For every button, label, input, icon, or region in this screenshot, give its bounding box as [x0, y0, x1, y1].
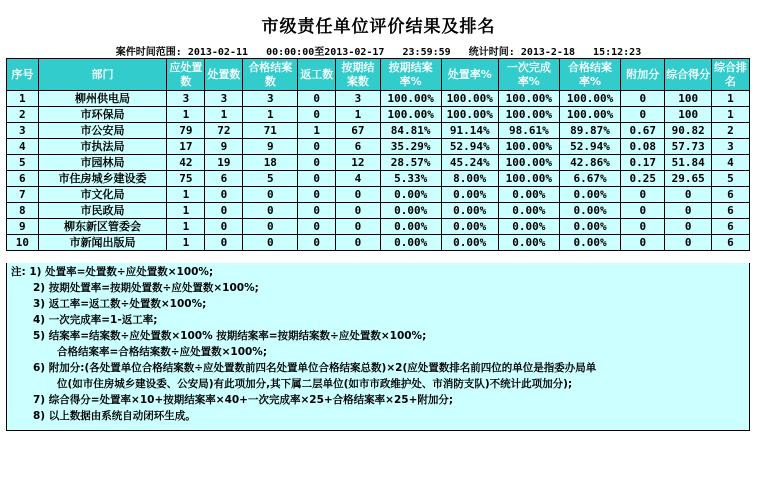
table-cell: 10	[7, 235, 39, 251]
page-title: 市级责任单位评价结果及排名	[261, 17, 496, 37]
table-cell: 1	[167, 203, 205, 219]
table-cell: 0	[298, 187, 336, 203]
table-cell: 1	[711, 107, 749, 123]
col-header: 应处置数	[167, 59, 205, 91]
table-cell: 0	[298, 219, 336, 235]
range-value: 2013-02-11 00:00:00至2013-02-17 23:59:59	[187, 47, 451, 58]
table-cell: 90.82	[665, 123, 711, 139]
dept-cell: 市住房城乡建设委	[38, 171, 167, 187]
note-5-continued: 合格结案率=合格结案数÷应处置数×100%;	[57, 346, 268, 358]
table-cell: 0	[621, 107, 665, 123]
table-cell: 0.00%	[498, 219, 559, 235]
table-cell: 3	[205, 91, 243, 107]
dept-cell: 市公安局	[38, 123, 167, 139]
table-cell: 45.24%	[441, 155, 498, 171]
note-8: 8) 以上数据由系统自动闭环生成。	[33, 410, 196, 422]
table-cell: 5	[243, 171, 298, 187]
table-cell: 6	[711, 235, 749, 251]
note-4: 4) 一次完成率=1-返工率;	[33, 314, 158, 326]
table-cell: 1	[7, 91, 39, 107]
table-cell: 100.00%	[380, 107, 441, 123]
col-header: 处置率%	[441, 59, 498, 91]
table-cell: 0	[665, 219, 711, 235]
table-cell: 0	[336, 187, 380, 203]
table-cell: 5	[711, 171, 749, 187]
table-cell: 100.00%	[498, 155, 559, 171]
table-cell: 1	[298, 123, 336, 139]
table-cell: 100.00%	[380, 91, 441, 107]
table-cell: 19	[205, 155, 243, 171]
table-cell: 1	[205, 107, 243, 123]
table-row	[7, 235, 750, 251]
table-cell: 0	[336, 219, 380, 235]
table-cell: 0	[205, 203, 243, 219]
table-cell: 42.86%	[559, 155, 620, 171]
table-cell: 0	[665, 203, 711, 219]
table-cell: 0	[298, 155, 336, 171]
table-cell: 0	[621, 187, 665, 203]
table-cell: 84.81%	[380, 123, 441, 139]
table-cell: 0.00%	[559, 235, 620, 251]
dept-cell: 市文化局	[38, 187, 167, 203]
table-cell: 8	[7, 203, 39, 219]
table-cell: 0	[243, 235, 298, 251]
table-cell: 0	[665, 235, 711, 251]
table-cell: 6	[7, 171, 39, 187]
table-cell: 0	[205, 235, 243, 251]
table-body	[7, 91, 750, 251]
table-cell: 3	[711, 139, 749, 155]
note-3: 3) 返工率=返工数÷处置数×100%;	[33, 298, 207, 310]
table-cell: 0	[243, 219, 298, 235]
table-cell: 100	[665, 91, 711, 107]
table-cell: 3	[243, 91, 298, 107]
table-cell: 6.67%	[559, 171, 620, 187]
table-cell: 28.57%	[380, 155, 441, 171]
col-header: 合格结案数	[243, 59, 298, 91]
stat-value: 2013-2-18 15:12:23	[520, 47, 642, 58]
table-cell: 0	[298, 139, 336, 155]
table-cell: 1	[167, 187, 205, 203]
table-cell: 6	[711, 187, 749, 203]
table-cell: 0.00%	[559, 219, 620, 235]
note-6: 6) 附加分:(各处置单位合格结案数÷应处置数前四名处置单位合格结案总数)×2(应处置数排名前四位的单位是指委办局单	[33, 362, 597, 374]
table-cell: 0.67	[621, 123, 665, 139]
ranking-table	[6, 58, 750, 251]
table-cell: 0	[243, 187, 298, 203]
table-cell: 3	[167, 91, 205, 107]
table-cell: 0	[336, 235, 380, 251]
col-header: 一次完成率%	[498, 59, 559, 91]
table-row	[7, 139, 750, 155]
table-cell: 0	[621, 203, 665, 219]
table-cell: 0	[298, 107, 336, 123]
table-cell: 0	[205, 219, 243, 235]
dept-cell: 柳东新区管委会	[38, 219, 167, 235]
table-cell: 0	[336, 203, 380, 219]
notes-section	[6, 263, 750, 431]
table-row	[7, 155, 750, 171]
table-cell: 75	[167, 171, 205, 187]
table-row	[7, 219, 750, 235]
table-cell: 0	[298, 235, 336, 251]
table-cell: 72	[205, 123, 243, 139]
table-cell: 4	[336, 171, 380, 187]
table-cell: 100.00%	[498, 91, 559, 107]
table-cell: 0.00%	[441, 235, 498, 251]
note-6-continued: 位(如市住房城乡建设委、公安局)有此项加分,其下属二层单位(如市市政维护处、市消防支队)不统计此项加分);	[57, 378, 573, 390]
table-cell: 35.29%	[380, 139, 441, 155]
table-cell: 5	[7, 155, 39, 171]
table-cell: 29.65	[665, 171, 711, 187]
table-cell: 1	[243, 107, 298, 123]
table-cell: 0.00%	[380, 203, 441, 219]
table-cell: 91.14%	[441, 123, 498, 139]
col-header: 处置数	[205, 59, 243, 91]
table-cell: 52.94%	[559, 139, 620, 155]
table-cell: 1	[167, 219, 205, 235]
col-header: 序号	[7, 59, 39, 91]
table-cell: 17	[167, 139, 205, 155]
table-row	[7, 107, 750, 123]
table-cell: 0.00%	[380, 235, 441, 251]
col-header: 合格结案率%	[559, 59, 620, 91]
table-cell: 0	[298, 91, 336, 107]
table-cell: 0	[621, 235, 665, 251]
table-cell: 6	[711, 203, 749, 219]
note-7: 7) 综合得分=处置率×10+按期结案率×40+一次完成率×25+合格结案率×25+附加分;	[33, 394, 454, 406]
table-cell: 6	[711, 219, 749, 235]
table-cell: 0.00%	[498, 203, 559, 219]
table-cell: 0.00%	[441, 203, 498, 219]
dept-cell: 柳州供电局	[38, 91, 167, 107]
col-header: 综合排名	[711, 59, 749, 91]
stat-label: 统计时间:	[468, 47, 515, 58]
table-cell: 100.00%	[441, 107, 498, 123]
table-cell: 42	[167, 155, 205, 171]
table-cell: 1	[167, 107, 205, 123]
table-cell: 9	[7, 219, 39, 235]
table-cell: 0.00%	[498, 187, 559, 203]
table-cell: 9	[243, 139, 298, 155]
dept-cell: 市民政局	[38, 203, 167, 219]
table-cell: 71	[243, 123, 298, 139]
table-cell: 6	[336, 139, 380, 155]
col-header: 部门	[38, 59, 167, 91]
note-1: 注: 1) 处置率=处置数÷应处置数×100%;	[11, 266, 214, 278]
table-cell: 1	[711, 91, 749, 107]
table-cell: 0.00%	[380, 187, 441, 203]
table-cell: 100.00%	[498, 171, 559, 187]
table-cell: 4	[711, 155, 749, 171]
table-row	[7, 123, 750, 139]
table-cell: 6	[205, 171, 243, 187]
table-cell: 89.87%	[559, 123, 620, 139]
col-header: 按期结案数	[336, 59, 380, 91]
table-cell: 100.00%	[498, 139, 559, 155]
table-cell: 3	[336, 91, 380, 107]
col-header: 按期结案率%	[380, 59, 441, 91]
dept-cell: 市执法局	[38, 139, 167, 155]
table-cell: 0	[298, 171, 336, 187]
table-cell: 0	[621, 219, 665, 235]
note-2: 2) 按期处置率=按期处置数÷应处置数×100%;	[33, 282, 259, 294]
table-cell: 0	[205, 187, 243, 203]
table-cell: 100.00%	[559, 107, 620, 123]
table-cell: 12	[336, 155, 380, 171]
table-cell: 0.00%	[441, 187, 498, 203]
table-cell: 79	[167, 123, 205, 139]
table-cell: 18	[243, 155, 298, 171]
table-cell: 98.61%	[498, 123, 559, 139]
col-header: 附加分	[621, 59, 665, 91]
col-header: 返工数	[298, 59, 336, 91]
dept-cell: 市新闻出版局	[38, 235, 167, 251]
table-row	[7, 187, 750, 203]
report-meta	[0, 43, 757, 58]
table-cell: 0.00%	[441, 219, 498, 235]
table-cell: 0.00%	[498, 235, 559, 251]
table-cell: 8.00%	[441, 171, 498, 187]
table-cell: 0	[621, 91, 665, 107]
table-cell: 100.00%	[498, 107, 559, 123]
table-cell: 3	[7, 123, 39, 139]
table-cell: 0.25	[621, 171, 665, 187]
table-cell: 2	[7, 107, 39, 123]
table-cell: 7	[7, 187, 39, 203]
table-row	[7, 91, 750, 107]
dept-cell: 市园林局	[38, 155, 167, 171]
table-cell: 100.00%	[441, 91, 498, 107]
range-label: 案件时间范围:	[115, 47, 182, 58]
table-cell: 100	[665, 107, 711, 123]
table-cell: 52.94%	[441, 139, 498, 155]
dept-cell: 市环保局	[38, 107, 167, 123]
table-cell: 0.08	[621, 139, 665, 155]
table-cell: 1	[336, 107, 380, 123]
table-header-row	[7, 59, 750, 91]
table-cell: 51.84	[665, 155, 711, 171]
table-cell: 0.00%	[559, 203, 620, 219]
table-cell: 0.00%	[559, 187, 620, 203]
table-cell: 100.00%	[559, 91, 620, 107]
table-cell: 5.33%	[380, 171, 441, 187]
table-cell: 0	[243, 203, 298, 219]
table-row	[7, 203, 750, 219]
table-cell: 4	[7, 139, 39, 155]
table-cell: 0	[298, 203, 336, 219]
table-cell: 9	[205, 139, 243, 155]
table-cell: 0.17	[621, 155, 665, 171]
table-cell: 0	[665, 187, 711, 203]
table-cell: 67	[336, 123, 380, 139]
table-cell: 1	[167, 235, 205, 251]
table-cell: 57.73	[665, 139, 711, 155]
table-row	[7, 171, 750, 187]
note-5: 5) 结案率=结案数÷应处置数×100% 按期结案率=按期结案数÷应处置数×100%;	[33, 330, 427, 342]
col-header: 综合得分	[665, 59, 711, 91]
table-cell: 2	[711, 123, 749, 139]
table-cell: 0.00%	[380, 219, 441, 235]
